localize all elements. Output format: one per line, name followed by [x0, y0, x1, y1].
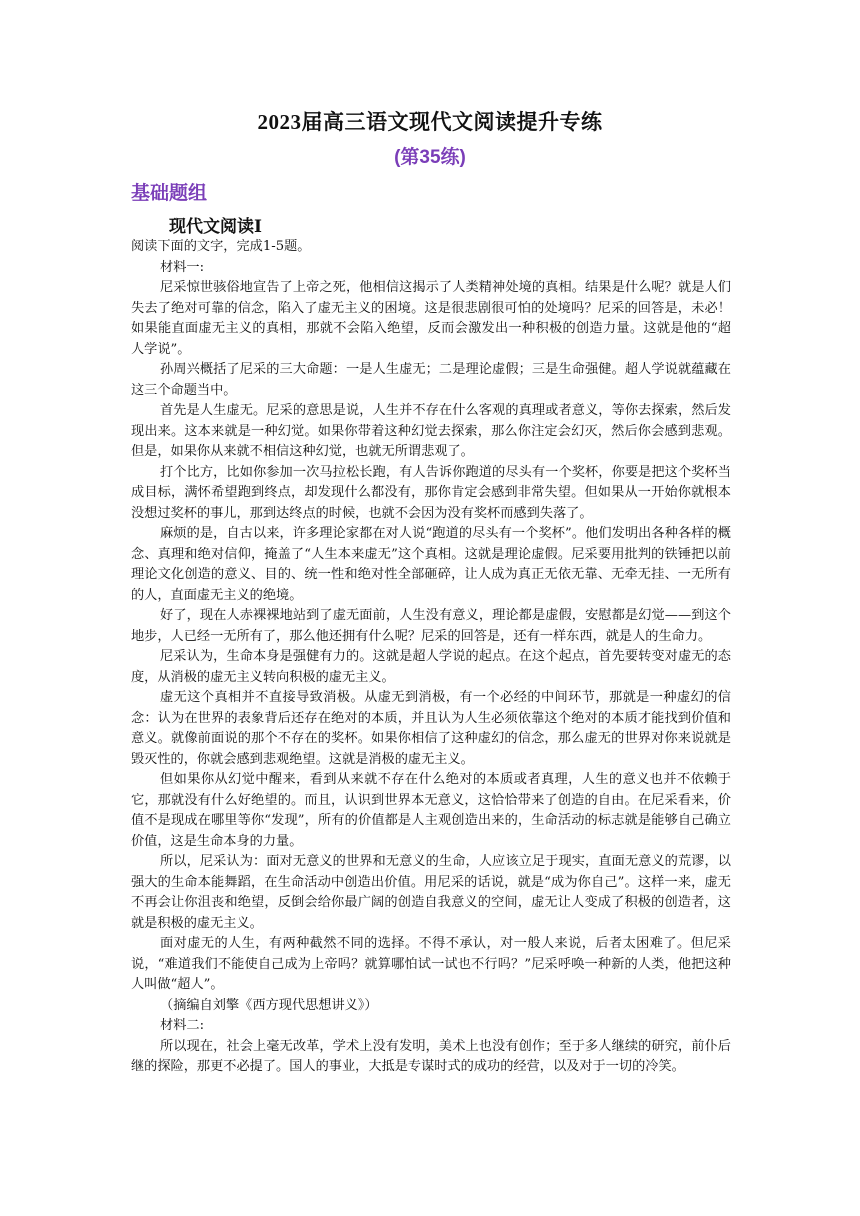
- document-body: [131, 237, 731, 1078]
- reading-title: 现代文阅读Ⅰ: [169, 217, 262, 236]
- source-citation: （摘编自刘擎《西方现代思想讲义》）: [160, 997, 378, 1013]
- paragraph: 首先是人生虚无。尼采的意思是说，人生并不存在什么客观的真理或者意义，等你去探索，然后发现出来。这本来就是一种幻觉。如果你带着这种幻觉去探索，那么你注定会幻灭，然后你会感到悲观。但是，如果你从来就不相信这种幻觉，也就无所谓悲观了。: [131, 403, 731, 459]
- paragraph: 虚无这个真相并不直接导致消极。从虚无到消极，有一个必经的中间环节，那就是一种虚幻的信念：认为在世界的表象背后还存在绝对的本质，并且认为人生必须依靠这个绝对的本质才能找到价值和意义。就像前面说的那个不存在的奖杯。如果你相信了这种虚幻的信念，那么虚无的世界对你来说就是毁灭性的，你就会感到悲观绝望。这就是消极的虚无主义。: [131, 690, 731, 767]
- paragraph: 所以现在，社会上毫无改革，学术上没有发明，美术上也没有创作；至于多人继续的研究，前仆后继的探险，那更不必提了。国人的事业，大抵是专谋时式的成功的经营，以及对于一切的冷笑。: [131, 1038, 731, 1074]
- section-label: 基础题组: [131, 183, 208, 204]
- paragraph: 尼采认为，生命本身是强健有力的。这就是超人学说的起点。在这个起点，首先要转变对虚无的态度，从消极的虚无主义转向积极的虚无主义。: [131, 649, 731, 685]
- instruction-text: 阅读下面的文字，完成1-5题。: [131, 239, 311, 254]
- material2-label: 材料二:: [160, 1018, 205, 1033]
- paragraph: 所以，尼采认为：面对无意义的世界和无意义的生命，人应该立足于现实，直面无意义的荒谬，以强大的生命本能舞蹈，在生命活动中创造出价值。用尼采的话说，就是“成为你自己”。这样一来，虚无不再会让你沮丧和绝望，反倒会给你最广阔的创造自我意义的空间，虚无让人变成了积极的创造者，这就是积极的虚无主义。: [131, 854, 731, 931]
- paragraph: 面对虚无的人生，有两种截然不同的选择。不得不承认，对一般人来说，后者太困难了。但尼采说，“难道我们不能使自己成为上帝吗？就算哪怕试一试也不行吗？”尼采呼唤一种新的人类，他把这种人叫做“超人”。: [131, 936, 731, 992]
- paragraph: 尼采惊世骇俗地宣告了上帝之死，他相信这揭示了人类精神处境的真相。结果是什么呢？就是人们失去了绝对可靠的信念，陷入了虚无主义的困境。这是很悲剧很可怕的处境吗？尼采的回答是，未必！如果能直面虚无主义的真相，那就不会陷入绝望，反而会激发出一种积极的创造力量。这就是他的“超人学说”。: [131, 280, 731, 357]
- paragraph: 好了，现在人赤裸裸地站到了虚无面前，人生没有意义，理论都是虚假，安慰都是幻觉——到这个地步，人已经一无所有了，那么他还拥有什么呢？尼采的回答是，还有一样东西，就是人的生命力。: [131, 608, 731, 644]
- paragraph: 麻烦的是，自古以来，许多理论家都在对人说“跑道的尽头有一个奖杯”。他们发明出各种各样的概念、真理和绝对信仰，掩盖了“人生本来虚无”这个真相。这就是理论虚假。尼采要用批判的铁锤把以前理论文化创造的意义、目的、统一性和绝对性全部砸碎，让人成为真正无依无靠、无牵无挂、一无所有的人，直面虚无主义的绝境。: [131, 526, 731, 603]
- document-subtitle: (第35练): [394, 147, 466, 168]
- paragraph: 但如果你从幻觉中醒来，看到从来就不存在什么绝对的本质或者真理，人生的意义也并不依赖于它，那就没有什么好绝望的。而且，认识到世界本无意义，这恰恰带来了创造的自由。在尼采看来，价值不是现成在哪里等你“发现”，所有的价值都是人主观创造出来的，生命活动的标志就是能够自己确立价值，这是生命本身的力量。: [131, 772, 731, 849]
- document-title: 2023届高三语文现代文阅读提升专练: [257, 110, 603, 134]
- paragraph: 打个比方，比如你参加一次马拉松长跑，有人告诉你跑道的尽头有一个奖杯，你要是把这个奖杯当成目标，满怀希望跑到终点，却发现什么都没有，那你肯定会感到非常失望。但如果从一开始你就根本没想过奖杯的事儿，那到达终点的时候，也就不会因为没有奖杯而感到失落了。: [131, 464, 731, 521]
- material1-label: 材料一:: [160, 259, 205, 275]
- paragraph: 孙周兴概括了尼采的三大命题：一是人生虚无；二是理论虚假；三是生命强健。超人学说就蕴藏在这三个命题当中。: [131, 362, 731, 398]
